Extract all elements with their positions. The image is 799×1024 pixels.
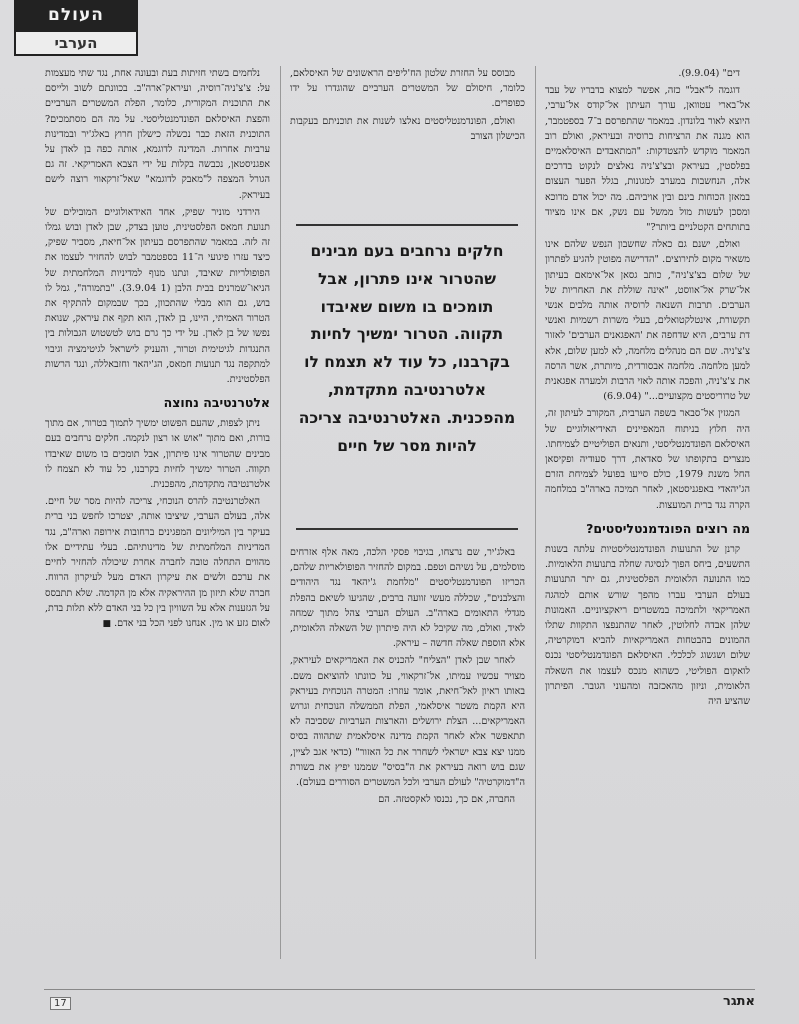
paragraph: באלג'יר, שם נרצחו, בגיבוי פסקי הלכה, מאה אלף אזרחים מוסלמים, על נשיהם וטפם. במקום להחזיר הפופולאריות שלהם, הכריזו הפונדמנטליסטים "מלחמת ג'יהאד נגד היהודים והצלבנים", שכללה מעשי זוועה ברבים, שהגיעו לשיאם בהפלת מגדלי התאומים בארה"ב. העולם הערבי צהל מתוך שמחה לאיד, ואולם, מה שקיבל לא היה פיתרון של השאלה הלאומית, אלא הוספת שאלה חדשה – עיראק. xyxy=(290,547,525,650)
paragraph: ואולם, הפונדמנטליסטים נאלצו לשנות את תוכניתם בעקבות הכישלון הצורב xyxy=(290,115,525,142)
section-tab-bottom: הערבי xyxy=(14,30,138,56)
article-column-2-top xyxy=(290,66,525,146)
section-tab xyxy=(14,0,138,58)
paragraph: ואולם, ישנם גם כאלה שחשבון הנפש שלהם אינו משאיר מקום לתירוצים. "הדרישה מפוטין להגיע לפתרון של שלום בצ'צ'ניה", כותב גסאן אל־אימאם בעיתון אל־שרק אל־אווסט, "אינה שוללת את האחריות של הערבים. תרבות השנאה לרוסיה אותה מלבים אנשי תקשורת, אינטלקטואלים, בעלי משרות רשמיות ואנשי דת ערבים, היא שדחפה את 'האפגאנים הערבים' לאזור צ'צ'ניה. שם הם מנהלים מלחמה, לא למען שלום, אלא למען מלחמה. מלחמה אבסורדית, מיותרת, אשר הרסה את צ'צ'ניה, והפכה אותה לאזי הרבות ולמערה אפגאנית של טרוריסטים מקצועיים..." (6.9.04) xyxy=(545,239,750,403)
column-divider xyxy=(535,66,536,959)
paragraph: ניתן לצפות, שהעם הפשוט ימשיך לתמוך בטרור, אם מתוך בורות, ואם מתוך "אוש או רצון לנקמה. חלקים נרחבים בעם מבינים שהטרור אינו פיתרון, אבל תומכים בו משום שאיבדו תקווה. הטרור ימשיך לחיות בקרבנו, כל עוד לא תצמח לו אלטרנטיבה מתקדמת, מהפכנית. xyxy=(45,418,270,491)
column-divider xyxy=(280,66,281,959)
end-mark-icon: ■ xyxy=(102,618,112,629)
paragraph: קרנן של התנועות הפונדמנטליסטיות עלתה בשנות התשעים, ביחס הפוך לנסיגה שחלה בתנועות הלאומיות. כמו התנועה הלאומית הפלסטינית, גם יתר התנועות בעולם הערבי עברו מהפך שורש אותם למהגה האמריקאי ולתמיכה במשטרים ריאקציוניים. האמונות שלהן אבדה לחלוטין, לאחר שהתנפצו התקוות שתלו ההמונים בהבטחות האמריקאיות להביא דמוקרטיה, שלום ושגשוג לכלכלי. האיסלאם הפונדמנטליסטי נכנס לואקום הפוליטי, כשהוא מנכס לעצמו את השאלה הלאומית, וניזון מהאכזבה ומהעוני הגובר. הפיתרון שהציע היה xyxy=(545,543,750,707)
paragraph: החברה, אם כך, נכנסו לאקסטזה. הם xyxy=(378,794,515,806)
article-column-3 xyxy=(45,66,270,634)
paragraph: דים" (9.9.04). xyxy=(678,68,740,79)
article-column-2-bottom xyxy=(290,545,525,809)
page-footer xyxy=(44,989,755,1016)
pullquote-rule xyxy=(296,224,518,226)
subheading: אלטרנטיבה נחוצה xyxy=(163,395,270,411)
paragraph: לאחר שבן לאדן "הצליח" להכניס את האמריקאים לעיראק, מצויר עכשיו עמיתו, אל־זרקאווי, על כוונתו להוציאם משם. באותו ראיון לאל־חיאת, אומר עוזרו: המטרה הנוכחית בעיראק היא הקמת משטר איסלאמי, הפלת הממשלה הנוכחית וגרוש האמריקאים... הצלת ירושלים והארצות הערביות שסביבה לא תתאפשר אלא לאחר הקמת מדינה איסלאמית שתהווה בסיס ממנו יצא צבא ישראלי לשחרר את כל האזור" (כדאי אגב לציין, שגם בוש רואה בעיראק את ה"בסיס" שממנו יפיץ את בשורת ה"דמוקרטיה" לעולם הערבי ולכל המשטרים הסוררים בעולם). xyxy=(290,655,525,789)
paragraph: נלחמים בשתי חזיתות בעת ובעונה אחת, נגד שתי מעצמות על: צ'צ'ניה־רוסיה, ועיראק־ארה"ב. בכוונתם לשוב ולייסם את התוכנית המקורית, כלומר, הפלת המשטרים הערביים והפצת האיסלאם הפונדמנטליסטי. על מה הם מסתמכים? התוכנית הזאת כבר נכשלה כישלון חרוץ באלג'יר ובמדינות ערביות אחרות. המדינה לדוגמא, אותה כפה בן לאדן על אפגניסטאן, נכבשה בקלות על ידי הצבא האמריקאי. זה גם הגורל המצפה ל"מאבק לדוגמא" שאל־זרקאווי רוצה לישם בעיראק. xyxy=(45,68,270,201)
paragraph xyxy=(45,494,270,632)
paragraph: הירדני מוניר שפיק, אחד האידאולוגיים המובילים של תנועת חמאס הפלסטינית, טוען בצדק, שבן לאדן ובוש גמלו זה לזה. במאמר שהתפרסם בעיתון אל־חיאת, מסביר שפיק, כיצד עזרו פיגועי ה־11 בספטמבר לבוש להחזיר לעצמו את הפופולריות שאיבד, ונתנו מנוף למדיניות המלחמתית של הניאו־שמרנים בבית הלבן (1 3.9.04). "בתמורה", גמל לו בוש, גם הוא מבלי שהתכוון, בכך שבמקום להתקיף את הטרור האמיתי, היינו, בן לאדן, הוא תקף את עיראק, שנואת נפשו של בן לאדן. על ידי כך גרם בוש לטשטוש הגבולות בין התנגדות לגיטימית וטרור, והעניק לישראל לגיטימציה וגיבוי למתקפה נגד תנועות חמאס, הג'יהאד וחזבאללה, ונגד הרשות הפלסטינית. xyxy=(45,206,270,386)
paragraph: מבוסס על החזרת שלטון הח'ליפים הראשונים של האיסלאם, כלומר, חיסולם של המשטרים הערביים שהוגדרו על ידו כפופרים. xyxy=(290,68,525,110)
subheading: מה רוצים הפונדמנטליסטים? xyxy=(586,520,750,536)
section-tab-top: העולם xyxy=(14,0,138,30)
article-column-1 xyxy=(545,66,750,711)
paragraph-text: האלטרנטיבה להרס הנוכחי, צריכה להיות מסר של חיים. אלה, בעולם הערבי, שיציבו אותה, יצטרכו לחפש בני ברית בעיקר בין המיליונים המפגינים ברחובות אירופה וארה"ב, נגד המדיניות המלחמתית של מדינותיהם. בעלי עתידיים אלו מהווים התחלה טובה לחברה אחרת שיכולה להחזיר לחיים את ערכם ולשים את עיקרון האדם מעל לעיקרון הרווח. חברה שלא תיזון מן ההיראקיה אלא מן הקדמה. שלא תתבסס על הגזענות אלא על השוויון בין כל בני האדם ללא תלות בדת, לאום גזע או מין. אנחנו לפני הכל בני אדם. xyxy=(45,496,270,629)
page-number: 17 xyxy=(50,997,71,1010)
magazine-logo: אתגר xyxy=(723,994,755,1009)
paragraph: דוגמה ל"אבל" כזה, אפשר למצוא בדבריו של עבד אל־בארי עטוואן, עורך העיתון אל־קודס אל־ערבי, היוצא לאור בלונדון. במאמר שהתפרסם ב־7 בספטמבר, הוא מגנה את הרציחות ברוסיה ובעיראק, ואולם רוב המאמר מוקדש להצטדקות: "המתאבדים האיסלאמיים בפלסטין, בעיראק ובצ'צ'ניה נאלצים לנקוט בדרכים אלה, הנחשבות במערב למגונות, בגלל הפער העצום במאזן הכוחות בינם ובין אויביהם. מה יכול אדם מדוכא ומסכן לעשות מול ממשל עם נשק, אם אינו מציוד בתותחים הקטלניים ביותר?" xyxy=(545,85,750,234)
pullquote-rule xyxy=(296,528,518,530)
pullquote: חלקים נרחבים בעם מבינים שהטרור אינו פתרון, אבל תומכים בו משום שאיבדו תקווה. הטרור ימשיך לחיות בקרבנו, כל עוד לא תצמח לו אלטרנטיבה מתקדמת, מהפכנית. האלטרנטיבה צריכה להיות מסר של חיים xyxy=(298,242,516,455)
paragraph: המגזין אל־סבאר בשפה הערבית, המקורב לעיתון זה, היה חלוץ בניתוח המאפיינים האידיאולוגיים של האיסלאם הפונדמנטליסטי, ותנאים הפוליטיים לצמיחתו. מנצרים בתקופתו של סאדאת, דרך סעודיה ופקיסאן החל משנת 1979, כולם סייעו בפועל לצמיחת הזרם הג'יהאדי באפגניסטאן, לאחר תמיכה בארה"ב במלחמה הקרה נגד ברית המועצות. xyxy=(545,408,750,511)
